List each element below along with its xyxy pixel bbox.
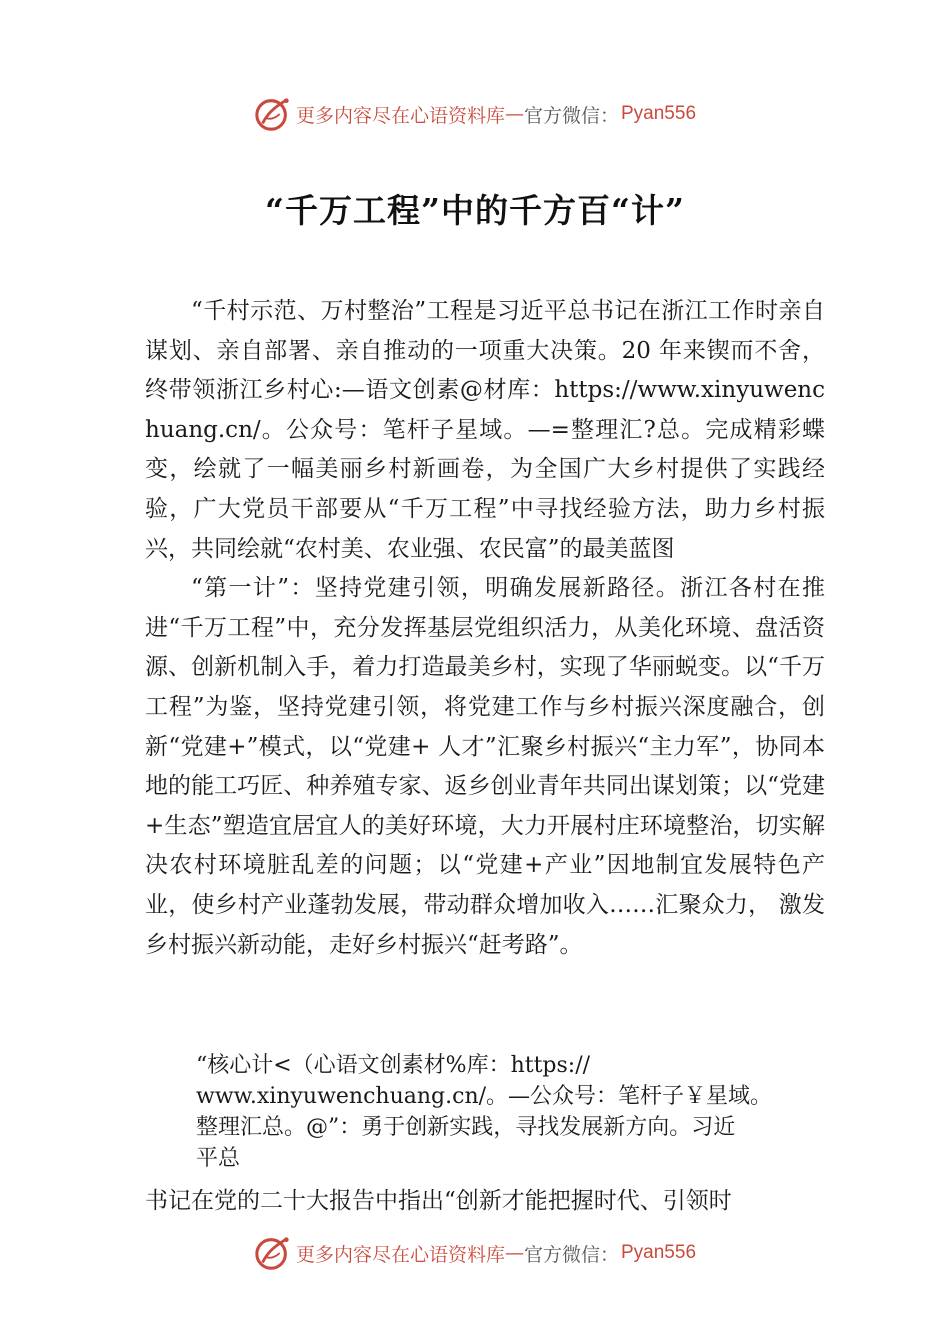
banner-main-text: 更多内容尽在心语资料库 <box>295 1243 505 1266</box>
core-strategy-quote <box>196 1050 826 1174</box>
banner-dash: — <box>504 103 524 125</box>
banner-main-text: 更多内容尽在心语资料库 <box>295 104 505 127</box>
paragraph-first-strategy: “第一计”：坚持党建引领，明确发展新路径。浙江各村在推进“千万工程”中，充分发挥基层党组织活力，从美化环境、盘活资源、创新机制入手，着力打造最美乡村，实现了华丽蜕变。以“千万工程”为鉴，坚持党建引领，将党建工作与乡村振兴深度融合，创新“党建+”模式，以“党建+ 人才”汇聚乡村振兴“主力军”，协同本地的能工巧匠、种养殖专家、返乡创业青年共同出谋划策；以“党建+生态”塑造宜居宜人的美好环境，大力开展村庄环境整治，切实解决农村环境脏乱差的问题；以“党建+产业”因地制宜发展特色产业，使乡村产业蓬勃发展，带动群众增加收入……汇聚众力， 激发乡村振兴新动能，走好乡村振兴“赶考路”。 <box>145 575 825 958</box>
quote-line: www.xinyuwenchuang.cn/。—公众号：笔杆子￥星域。 <box>196 1084 773 1109</box>
paragraph-intro: “千村示范、万村整治”工程是习近平总书记在浙江工作时亲自谋划、亲自部署、亲自推动的一项重大决策。20 年来锲而不舍，终带领浙江乡村心:—语文创素@材库：https://www.xinyuwenchuang.cn/。公众号：笔杆子星域。—=整理汇?总。完成精彩蝶变，绘就了一幅美丽乡村新画卷，为全国广大乡村提供了实践经验，广大党员干部要从“千万工程”中寻找经验方法，助力乡村振兴，共同绘就“农村美、农业强、农民富”的最美蓝图 <box>145 298 825 562</box>
banner-wechat-label: 官方微信： <box>523 1243 619 1266</box>
banner-dash: — <box>504 1242 524 1264</box>
quote-line: “核心计<（心语文创素材%库：https:// <box>196 1053 591 1078</box>
document-title: “千万工程”中的千方百“计” <box>265 191 685 230</box>
document-body <box>145 292 825 965</box>
banner-wechat-id: Pyan556 <box>621 103 697 124</box>
banner-wechat-label: 官方微信： <box>523 104 619 127</box>
pen-signature-logo-icon <box>254 95 292 133</box>
quote-line: 整理汇总。@”：勇于创新实践，寻找发展新方向。习近 <box>196 1115 736 1140</box>
banner-wechat-id: Pyan556 <box>621 1242 697 1263</box>
quote-line: 平总 <box>196 1146 241 1171</box>
pen-signature-logo-icon <box>254 1234 292 1272</box>
header-watermark-banner <box>0 94 950 134</box>
continuation-line: 书记在党的二十大报告中指出“创新才能把握时代、引领时 <box>145 1188 732 1214</box>
footer-watermark-banner <box>0 1233 950 1273</box>
